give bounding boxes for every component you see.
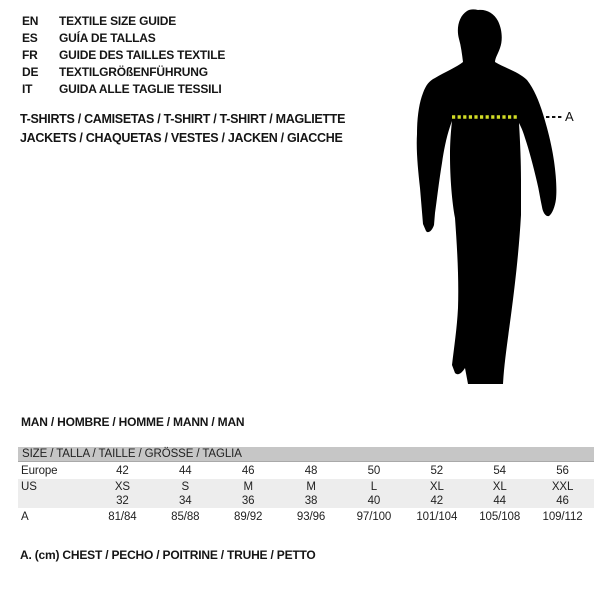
table-cell: 48 <box>304 464 318 477</box>
table-row-chest-a <box>18 508 594 526</box>
table-cell: 56 <box>556 464 569 477</box>
table-cell: M <box>306 480 316 493</box>
language-code: FR <box>22 48 38 62</box>
row-label: A <box>21 511 29 523</box>
language-list <box>22 13 225 98</box>
table-cell: 54 <box>493 464 506 477</box>
table-cell: 93/96 <box>296 511 326 523</box>
table-row-us <box>18 479 594 494</box>
language-title: TEXTILE SIZE GUIDE <box>59 14 177 28</box>
table-cell: 109/112 <box>542 511 583 523</box>
category-lines <box>20 110 345 148</box>
table-cell: XXL <box>551 480 574 493</box>
table-cell: 34 <box>179 495 192 507</box>
category-line-jackets: JACKETS / CHAQUETAS / VESTES / JACKEN / GIACCHE <box>20 131 343 145</box>
table-cell: M <box>243 480 253 493</box>
table-cell: 97/100 <box>356 511 392 523</box>
table-cell: 85/88 <box>171 511 200 523</box>
section-label-man: MAN / HOMBRE / HOMME / MANN / MAN <box>21 415 245 429</box>
table-cell: 52 <box>430 464 444 477</box>
table-cell: 42 <box>430 495 444 507</box>
size-table <box>18 447 594 526</box>
language-code: ES <box>22 31 38 45</box>
language-title: GUÍA DE TALLAS <box>59 31 156 45</box>
table-cell: L <box>370 480 378 493</box>
table-row-europe <box>18 462 594 479</box>
footnote-chest: A. (cm) CHEST / PECHO / POITRINE / TRUHE / PETTO <box>20 548 316 562</box>
table-cell: 32 <box>116 495 129 507</box>
row-label: US <box>21 480 37 493</box>
row-label: Europe <box>21 464 58 477</box>
table-cell: 38 <box>304 495 318 507</box>
language-row <box>22 47 225 64</box>
language-code: DE <box>22 65 39 79</box>
table-cell: 46 <box>241 464 255 477</box>
language-title: TEXTILGRÖßENFÜHRUNG <box>59 65 208 79</box>
table-cell: XL <box>429 480 444 493</box>
table-row-us-numeric <box>18 494 594 508</box>
silhouette-shape <box>417 9 557 384</box>
language-row <box>22 81 225 98</box>
language-row <box>22 64 225 81</box>
table-cell: 44 <box>179 464 192 477</box>
table-cell: 81/84 <box>108 511 137 523</box>
table-cell: XS <box>114 480 131 493</box>
table-cell: 101/104 <box>416 511 458 523</box>
table-cell: 46 <box>556 495 569 507</box>
language-title: GUIDE DES TAILLES TEXTILE <box>59 48 226 62</box>
table-cell: XL <box>492 480 507 493</box>
table-cell: 50 <box>367 464 381 477</box>
man-standing-silhouette-icon <box>405 5 575 395</box>
table-cell: S <box>181 480 190 493</box>
table-cell: 40 <box>367 495 381 507</box>
table-cell: 36 <box>241 495 255 507</box>
measure-label-a: A <box>565 109 574 124</box>
table-cell: 44 <box>493 495 506 507</box>
language-code: EN <box>22 14 39 28</box>
size-table-header: SIZE / TALLA / TAILLE / GRÖSSE / TAGLIA <box>18 447 594 462</box>
table-cell: 105/108 <box>479 511 521 523</box>
table-cell: 42 <box>116 464 129 477</box>
category-line-tshirts: T-SHIRTS / CAMISETAS / T-SHIRT / T-SHIRT / MAGLIETTE <box>20 112 346 126</box>
language-code: IT <box>22 82 33 96</box>
language-title: GUIDA ALLE TAGLIE TESSILI <box>59 82 222 96</box>
language-row <box>22 13 225 30</box>
language-row <box>22 30 225 47</box>
table-cell: 89/92 <box>234 511 263 523</box>
